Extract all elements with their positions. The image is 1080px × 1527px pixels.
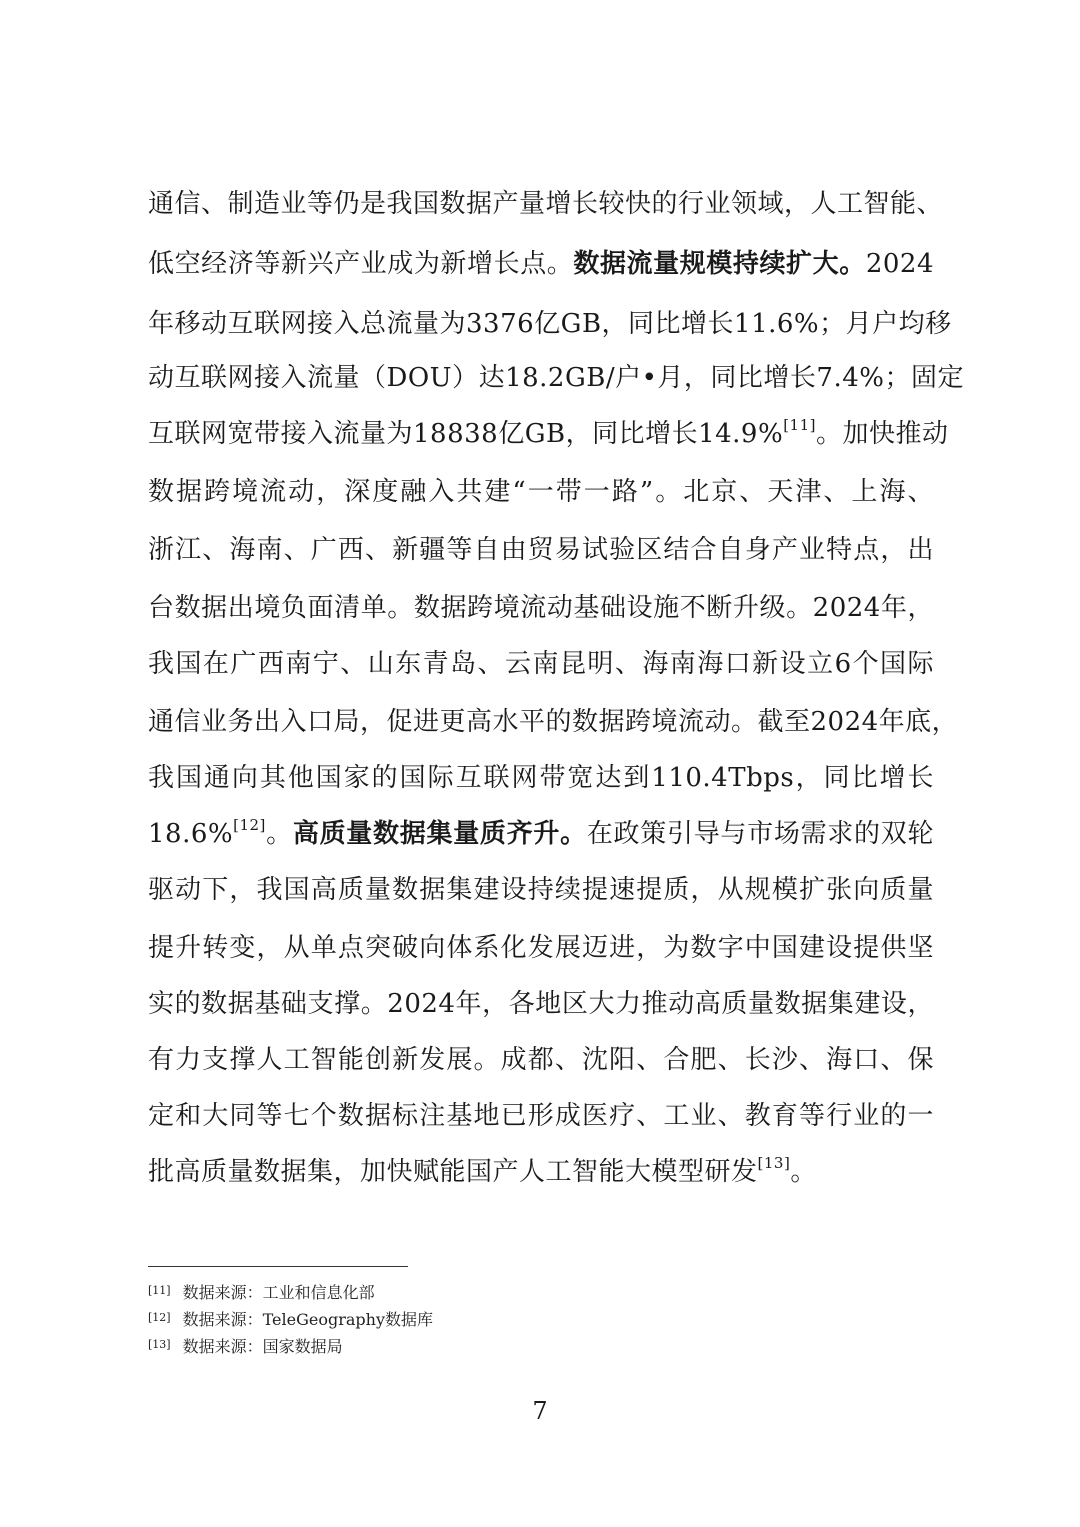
footnote-mark: [11] (148, 1284, 171, 1297)
footnote-mark: [13] (148, 1338, 171, 1351)
paragraph-line (148, 1152, 934, 1192)
footnote-mark: [12] (148, 1311, 171, 1324)
paragraph-line: 我国通向其他国家的国际互联网带宽达到110.4Tbps，同比增长 (148, 763, 934, 793)
paragraph-line (148, 414, 949, 454)
footnote-ref: [12] (233, 816, 266, 834)
paragraph-line: 驱动下，我国高质量数据集建设持续提速提质，从规模扩张向质量 (148, 875, 934, 905)
bold-heading-data-traffic: 数据流量规模持续扩大。 (573, 249, 866, 279)
paragraph-line: 我国在广西南宁、山东青岛、云南昆明、海南海口新设立6个国际 (148, 649, 934, 679)
paragraph-line: 定和大同等七个数据标注基地已形成医疗、工业、教育等行业的一 (148, 1101, 934, 1131)
line-text: 互联网宽带接入流量为18838亿GB，同比增长14.9% (148, 419, 784, 449)
line-text: 18.6% (148, 819, 234, 849)
paragraph-line: 实的数据基础支撑。2024年，各地区大力推动高质量数据集建设， (148, 989, 934, 1019)
line-text: 。 (790, 1157, 817, 1187)
line-text: 在政策引导与市场需求的双轮 (586, 819, 934, 849)
paragraph-line: 数据跨境流动，深度融入共建“一带一路”。北京、天津、上海、 (148, 477, 934, 507)
footnote (148, 1280, 375, 1306)
paragraph-line: 动互联网接入流量（DOU）达18.2GB/户•月，同比增长7.4%；固定 (148, 363, 964, 393)
footnote (148, 1307, 433, 1333)
paragraph-line (148, 244, 934, 284)
line-text: 。 (265, 819, 293, 849)
paragraph-line: 年移动互联网接入总流量为3376亿GB，同比增长11.6%；月户均移 (148, 309, 952, 339)
line-text: 。加快推动 (815, 419, 949, 449)
footnote-text: 数据来源：国家数据局 (182, 1337, 343, 1356)
paragraph-line: 浙江、海南、广西、新疆等自由贸易试验区结合自身产业特点，出 (148, 535, 934, 565)
paragraph-line: 有力支撑人工智能创新发展。成都、沈阳、合肥、长沙、海口、保 (148, 1045, 934, 1075)
footnote-ref: [13] (757, 1154, 791, 1172)
page-number: 7 (532, 1397, 548, 1425)
paragraph-line: 提升转变，从单点突破向体系化发展迈进，为数字中国建设提供坚 (148, 933, 934, 963)
footnote-text: 数据来源：工业和信息化部 (182, 1283, 375, 1302)
line-text: 低空经济等新兴产业成为新增长点。 (148, 249, 574, 279)
paragraph-line: 通信业务出入口局，促进更高水平的数据跨境流动。截至2024年底， (148, 707, 959, 737)
bold-heading-datasets: 高质量数据集量质齐升。 (292, 819, 587, 849)
paragraph-line (148, 814, 934, 854)
footnote-divider (148, 1266, 408, 1267)
footnote (148, 1334, 343, 1360)
line-text: 批高质量数据集，加快赋能国产人工智能大模型研发 (148, 1157, 758, 1187)
paragraph-line: 台数据出境负面清单。数据跨境流动基础设施不断升级。2024年， (148, 593, 934, 623)
footnote-ref: [11] (783, 416, 816, 434)
paragraph-line: 通信、制造业等仍是我国数据产量增长较快的行业领域，人工智能、 (148, 189, 944, 219)
line-text: 2024 (865, 249, 934, 279)
footnote-text: 数据来源：TeleGeography数据库 (182, 1310, 433, 1329)
